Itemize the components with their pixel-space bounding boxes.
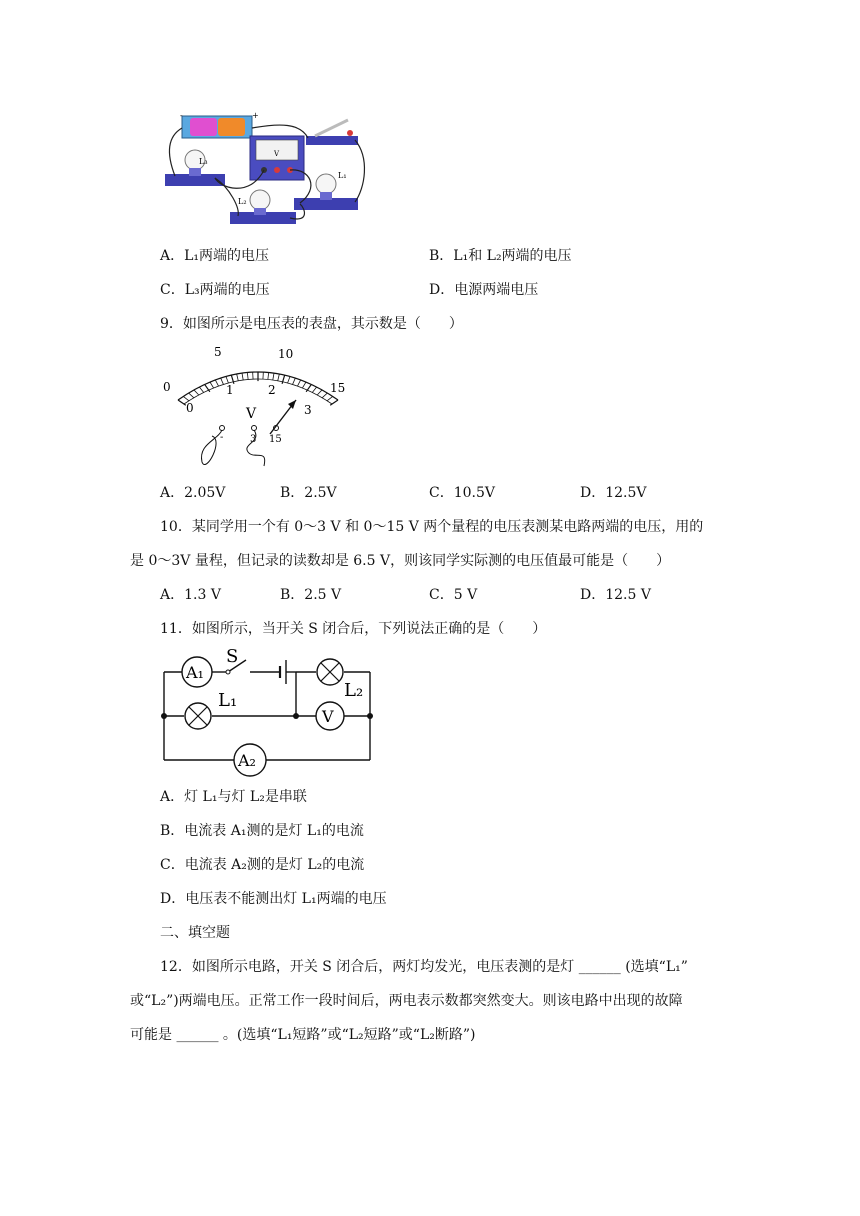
dial-arc-inner <box>184 379 332 404</box>
lead-wire-1 <box>201 430 222 465</box>
ammeter-a1-label: A₁ <box>186 663 204 682</box>
switch-lever <box>315 120 348 136</box>
dial-outer-label-10: 10 <box>278 347 294 361</box>
dial-tick <box>312 387 316 392</box>
junction-right <box>367 713 373 719</box>
battery-minus: - <box>180 111 183 120</box>
ammeter-a2-label: A₂ <box>238 751 256 770</box>
q11-option-b[interactable]: B．电流表 A₁测的是灯 L₁的电流 <box>160 823 364 839</box>
q9-option-a[interactable]: A．2.05V <box>160 485 226 501</box>
l2-bulb <box>250 190 270 210</box>
dial-tick <box>330 400 338 405</box>
dial-tick <box>288 376 290 383</box>
dial-outer-label-5: 5 <box>214 345 222 359</box>
wire-1 <box>169 128 182 176</box>
q8-option-c[interactable]: C．L₃两端的电压 <box>160 282 270 298</box>
q10-stem-line2: 是 0～3V 量程，但记录的读数却是 6.5 V，则该同学实际测的电压值最可能是（ ） <box>130 553 671 569</box>
switch-pivot <box>226 670 230 674</box>
dial-inner-label-2: 2 <box>268 383 276 397</box>
dial-inner-label-0: 0 <box>186 401 194 415</box>
dial-outer-label-0: 0 <box>163 380 171 394</box>
dial-tick <box>322 393 327 398</box>
lamp-l1-label: L₁ <box>218 690 238 711</box>
dial-unit: V <box>246 406 257 422</box>
dial-tick <box>215 380 218 386</box>
q8-circuit-photo <box>160 108 370 238</box>
dial-tick <box>247 372 248 379</box>
battery-cell-1 <box>190 118 217 136</box>
l1-label: L₁ <box>338 171 347 180</box>
dial-inner-label-3: 3 <box>304 403 312 417</box>
terminal-minus-label: - <box>220 432 224 443</box>
dial-tick <box>327 396 333 400</box>
q9-stem: 9．如图所示是电压表的表盘，其示数是（ ） <box>160 316 463 332</box>
terminal-15-label: 15 <box>269 434 282 445</box>
q10-option-d[interactable]: D．12.5 V <box>580 587 651 603</box>
dial-tick <box>273 373 274 380</box>
terminal-3-label: 3 <box>250 434 257 445</box>
q12-line2: 或“L₂”)两端电压。正常工作一段时间后，两电表示数都突然变大。则该电路中出现的故障 <box>130 993 683 1009</box>
dial-inner-label-1: 1 <box>226 383 234 397</box>
dial-tick <box>178 400 186 405</box>
q12-line1: 12．如图所示电路，开关 S 闭合后，两灯均发光，电压表测的是灯 ______ (选填“L₁” <box>160 959 688 975</box>
q12-line3: 可能是 ______ 。(选填“L₁短路”或“L₂短路”或“L₂断路”) <box>130 1027 476 1043</box>
switch-board <box>306 136 358 145</box>
dial-tick <box>242 373 243 380</box>
q9-voltmeter-dial <box>158 344 358 474</box>
q11-stem: 11．如图所示，当开关 S 闭合后，下列说法正确的是（ ） <box>160 621 547 637</box>
terminal-minus <box>220 426 225 431</box>
q9-option-c[interactable]: C．10.5V <box>429 485 495 501</box>
dial-tick <box>302 382 306 388</box>
q8-option-b[interactable]: B．L₁和 L₂两端的电压 <box>429 248 572 264</box>
dial-tick <box>297 380 300 386</box>
dial-tick <box>194 390 199 395</box>
dial-tick <box>293 378 296 384</box>
switch-terminal <box>347 130 353 136</box>
q8-option-a[interactable]: A．L₁两端的电压 <box>160 248 270 264</box>
l3-base <box>189 168 201 176</box>
q8-option-d[interactable]: D．电源两端电压 <box>429 282 539 298</box>
q11-option-d[interactable]: D．电压表不能测出灯 L₁两端的电压 <box>160 891 387 907</box>
battery-plus: + <box>252 111 259 120</box>
q11-option-a[interactable]: A．灯 L₁与灯 L₂是串联 <box>160 789 307 805</box>
q11-circuit-diagram <box>156 644 378 782</box>
voltmeter-terminal-2 <box>274 167 280 173</box>
voltmeter-letter: V <box>274 150 280 158</box>
q10-option-b[interactable]: B．2.5 V <box>280 587 342 603</box>
q10-option-c[interactable]: C．5 V <box>429 587 478 603</box>
junction-middle <box>293 713 299 719</box>
wire-5 <box>355 140 364 202</box>
dial-pointer-tip <box>288 400 296 409</box>
q11-option-c[interactable]: C．电流表 A₂测的是灯 L₂的电流 <box>160 857 365 873</box>
l2-base <box>254 208 266 215</box>
dial-tick <box>268 372 269 379</box>
dial-tick <box>199 387 203 392</box>
l2-label: L₂ <box>238 197 247 206</box>
dial-tick <box>221 378 224 384</box>
dial-outer-label-15: 15 <box>330 381 346 395</box>
voltmeter-v-label: V <box>322 707 334 726</box>
q9-option-b[interactable]: B．2.5V <box>280 485 337 501</box>
terminal-3 <box>252 426 257 431</box>
dial-tick <box>237 374 239 381</box>
dial-tick <box>210 382 214 388</box>
dial-tick <box>317 390 322 395</box>
dial-tick <box>189 393 194 398</box>
battery-cell-2 <box>218 118 245 136</box>
l1-base <box>320 192 332 200</box>
dial-ticks <box>178 372 338 405</box>
junction-left <box>161 713 167 719</box>
l1-bulb <box>316 174 336 194</box>
dial-tick <box>278 374 280 381</box>
lamp-l2-label: L₂ <box>344 680 364 701</box>
switch-label: S <box>226 646 239 667</box>
l3-label: L₃ <box>199 157 208 166</box>
q10-stem-line1: 10．某同学用一个有 0～3 V 和 0～15 V 两个量程的电压表测某电路两端的电压，用的 <box>160 519 704 535</box>
section-title-fill-blank: 二、填空题 <box>160 925 230 941</box>
q9-option-d[interactable]: D．12.5V <box>580 485 647 501</box>
q10-option-a[interactable]: A．1.3 V <box>160 587 221 603</box>
